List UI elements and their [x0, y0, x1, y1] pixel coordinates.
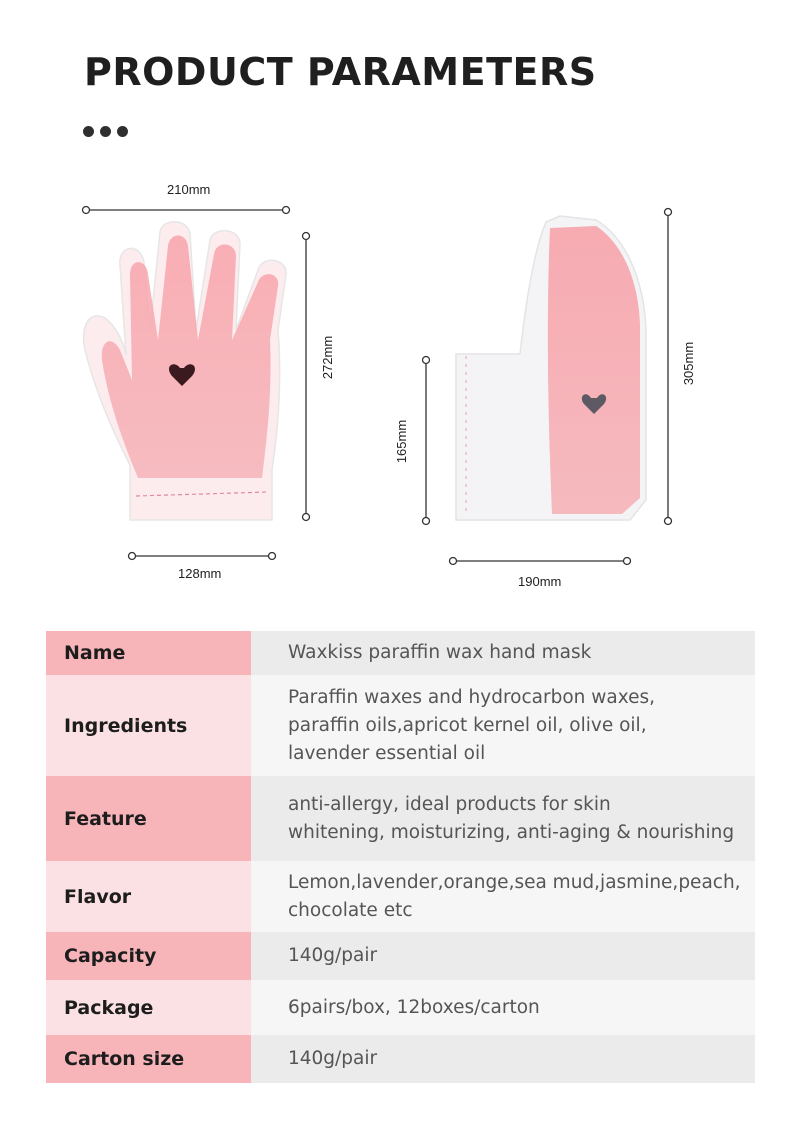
table-row	[46, 1035, 755, 1083]
dim-bag-inner-height: 165mm	[394, 419, 410, 464]
row-value: 6pairs/box, 12boxes/carton	[251, 980, 755, 1035]
page-title: PRODUCT PARAMETERS	[84, 50, 597, 94]
bag-image	[456, 216, 646, 520]
glove-image	[84, 222, 286, 520]
dim-bag-width: 190mm	[518, 574, 562, 589]
row-label: Capacity	[46, 932, 251, 980]
row-value: anti-allergy, ideal products for skin whitening, moisturizing, anti-aging & nourishing	[251, 776, 755, 861]
row-label: Flavor	[46, 861, 251, 932]
row-label: Ingredients	[46, 675, 251, 776]
row-label: Package	[46, 980, 251, 1035]
parameters-table	[46, 631, 755, 1083]
dim-glove-width-bottom: 128mm	[178, 566, 222, 581]
row-label: Feature	[46, 776, 251, 861]
row-label: Carton size	[46, 1035, 251, 1083]
table-row	[46, 631, 755, 675]
table-row	[46, 675, 755, 776]
table-row	[46, 980, 755, 1035]
table-row	[46, 861, 755, 932]
table-row	[46, 776, 755, 861]
row-value: 140g/pair	[251, 1035, 755, 1083]
row-value: 140g/pair	[251, 932, 755, 980]
row-label: Name	[46, 631, 251, 675]
row-value: Waxkiss paraffin wax hand mask	[251, 631, 755, 675]
dim-glove-width-top: 210mm	[167, 182, 211, 197]
row-value: Lemon,lavender,orange,sea mud,jasmine,peach, chocolate etc	[251, 861, 755, 932]
dim-bag-height: 305mm	[681, 341, 697, 386]
table-row	[46, 932, 755, 980]
dim-glove-height: 272mm	[320, 335, 336, 380]
row-value: Paraffin waxes and hydrocarbon waxes, paraffin oils,apricot kernel oil, olive oil, lavender essential oil	[251, 675, 755, 776]
